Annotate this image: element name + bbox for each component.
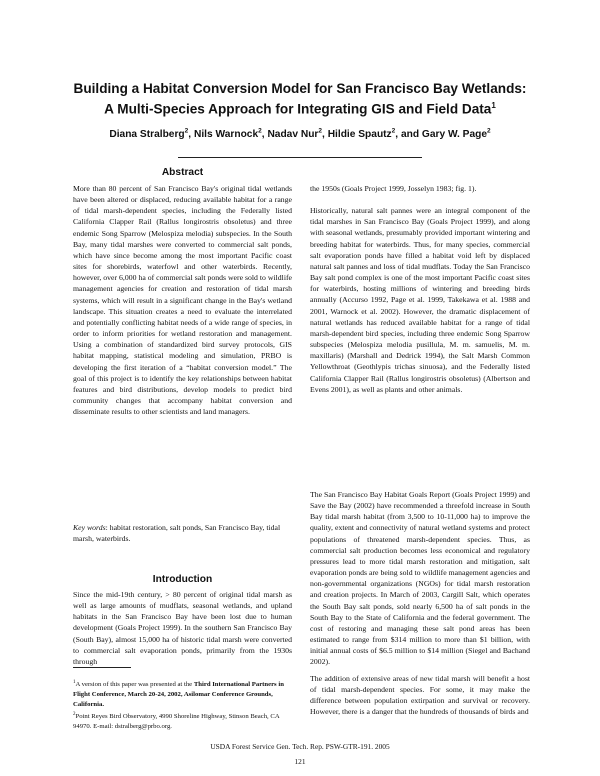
footnote-1-mark: 1 [73, 680, 76, 685]
footnote-2-mark: 2 [73, 711, 76, 717]
footnote-2 [73, 710, 298, 732]
introduction-heading: Introduction [152, 574, 213, 585]
affiliation-mark: 2 [258, 128, 262, 135]
paragraph-1: the 1950s (Goals Project 1999, Josselyn 1983; fig. 1). [310, 184, 477, 193]
keywords-label: Key words [73, 523, 106, 532]
author [194, 129, 267, 140]
paragraph-3: The San Francisco Bay Habitat Goals Report (Goals Project 1999) and Save the Bay (2002) have recommended a threefold increase in South Bay tidal marsh habitat (from 3,500 to 10-11,000 ha) to improve the quality, extent and connectivity of natural wetland systems and protect populations of threatened marsh-dependent species. Thus, as commercial salt production becomes less economical and regulatory pressures lead to more tidal marsh restoration and mitigation, salt evaporation ponds are being sold to wildlife management agencies and non-governmental organizations (NGOs) for tidal marsh restoration and creation projects. In March of 2003, Cargill Salt, which operates the South Bay salt ponds, sold nearly 6,500 ha of salt ponds in the South Bay to the State of California and the federal government. The cost of restoring and managing these salt pond areas has been estimated to range from $314 million to more than $1 billion, with initial annual costs of $6.5 million to $14 million (Siegel and Bachand 2002). [310, 490, 530, 667]
right-column [310, 183, 530, 395]
affiliation-mark: 2 [487, 128, 491, 135]
author [328, 129, 422, 140]
footnote-1-conference: Third International Partners in Flight Conference, March 20-24, 2002, Asilomar Conference Grounds, California. [73, 681, 284, 708]
author-separator: , and [395, 129, 422, 141]
introduction-body [73, 589, 292, 667]
author-separator: , [188, 129, 194, 141]
author-list [40, 128, 560, 140]
footnote-2-text: Point Reyes Bird Observatory, 4990 Shoreline Highway, Stinson Beach, CA 94970. E-mail: dstralberg@prbo.org. [73, 712, 280, 730]
author-name: Diana Stralberg [109, 129, 185, 141]
keywords [73, 522, 292, 544]
author-separator: , [261, 129, 268, 141]
footnote-divider [73, 667, 131, 668]
abstract-heading: Abstract [161, 167, 204, 178]
introduction-text: Since the mid-19th century, > 80 percent of original tidal marsh as well as large amounts of mudflats, seasonal wetlands, and upland habitats in the San Francisco Bay have been lost due to human development (Goals Project 1999). In the southern San Francisco Bay (South Bay), almost 15,000 ha of historic tidal marsh were converted to commercial salt evaporation ponds, primarily from the 1930s through [73, 590, 292, 666]
footnote-1 [73, 678, 298, 710]
report-citation: USDA Forest Service Gen. Tech. Rep. PSW-GTR-191. 2005 [210, 742, 390, 751]
page-number: 121 [294, 757, 306, 766]
author-name: Nadav Nur [267, 129, 319, 141]
right-column-bottom [310, 673, 530, 718]
title-line-1: Building a Habitat Conversion Model for San Francisco Bay Wetlands: [73, 81, 527, 96]
affiliation-mark: 2 [184, 128, 189, 135]
abstract-body [73, 183, 292, 417]
affiliation-mark: 2 [318, 128, 323, 135]
author-name: Hildie Spautz [327, 129, 392, 141]
title-line-2-text: A Multi-Species Approach for Integrating GIS and Field Data [104, 101, 492, 117]
title-line-2 [40, 97, 560, 118]
author [422, 129, 491, 140]
title-divider [178, 157, 422, 158]
paper-title [40, 80, 560, 118]
keywords-text: : habitat restoration, salt ponds, San Francisco Bay, tidal marsh, waterbirds. [73, 523, 281, 544]
right-column-lower [310, 489, 530, 668]
footnote-1-text: A version of this paper was presented at the [75, 681, 194, 689]
footnotes [73, 678, 298, 731]
abstract-text: More than 80 percent of San Francisco Bay's original tidal wetlands have been altered or displaced, reducing available habitat for a range of tidal marsh-dependent species, including the Federally listed California Clapper Rail (Rallus longirostris obsoletus) and three endemic Song Sparrow (Melospiza melodia) subspecies. In the South Bay, many tidal marshes were converted to commercial salt ponds, which have since become among the most important Pacific coast sites for shorebirds, waterfowl and other waterbirds. Recently, however, over 6,000 ha of commercial salt ponds were sold to wildlife management agencies for creation and restoration of tidal marsh systems, which will result in a significant change in the Bay's wetland landscape. This situation creates a need to evaluate the interrelated and potentially conflicting habitat needs of a wide range of species, in order to inform priorities for wetland restoration and management. Using a combination of standardized bird survey protocols, GIS habitat mapping, statistical modeling and simulation, PRBO is developing the first iteration of a “habitat conversion model.” The goal of this project is to identify the key relationships between habitat features and bird distributions, develop models to predict bird community changes that accompany habitat conversion and disseminate results to other scientists and land managers. [73, 184, 292, 417]
author-name: Nils Warnock [193, 129, 259, 141]
author [267, 129, 327, 140]
title-footnote-mark: 1 [491, 101, 496, 110]
paragraph-2: Historically, natural salt pannes were an integral component of the tidal marshes in San Francisco Bay (Goals Project 1999), and along with seasonal wetlands, presumably provided important wintering and breeding habitat for waterbirds. Thus, for many species, commercial salt evaporation ponds have filled a habitat void left by displaced natural salt pannes and loss of tidal mudflats. Today the San Francisco Bay salt pond complex is one of the most important Pacific coast sites for waterbirds, hosting millions of wintering and breeding birds annually (Accurso 1992, Page et al. 1999, Takekawa et al. 1988 and 2001, Warnock et al. 2002). However, the dramatic displacement of natural wetlands has reduced available habitat for a range of tidal marsh-dependent bird species, including three endemic Song Sparrow subspecies (Melospiza melodia pusillula, M. m. samuelis, M. m. maxillaris) (Marshall and Dedrick 1994), the Salt Marsh Common Yellowthroat (Geothlypis trichas sinuosa), and the Federally listed California Clapper Rail (Rallus longirostris obsoletus) (Albertson and Evens 2001), as well as plants and other animals. [310, 206, 530, 394]
author-separator: , [322, 129, 328, 141]
author-name: Gary W. Page [421, 129, 488, 141]
affiliation-mark: 2 [391, 128, 396, 135]
paragraph-4: The addition of extensive areas of new tidal marsh will benefit a host of tidal marsh-dependent species. For some, it may make the difference between population extirpation and survival or recovery. However, there is a danger that the hundreds of thousands of birds and [310, 674, 530, 717]
author [109, 129, 194, 140]
